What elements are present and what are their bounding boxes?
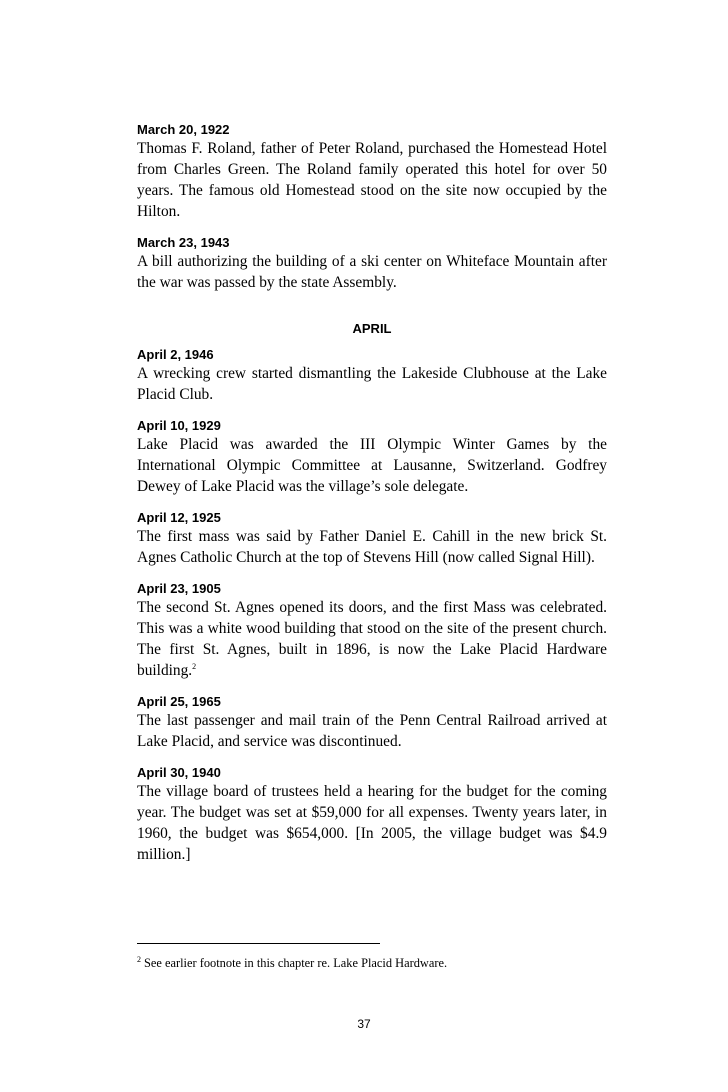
page-number: 37 [357, 1017, 371, 1031]
footnote-number: 2 [137, 954, 141, 964]
entry-text: The village board of trustees held a hearing for the budget for the coming year. The budget was set at $59,000 for all expenses. Twenty years later, in 1960, the budget was $654,000. [In 2005, the village budget was $4.9 million.] [137, 783, 607, 863]
entry-text: The second St. Agnes opened its doors, and the first Mass was celebrated. This was a white wood building that stood on the site of the present church. The first St. Agnes, built in 1896, is now the Lake Placid Hardware building. [137, 599, 607, 679]
entry-text: A bill authorizing the building of a ski center on Whiteface Mountain after the war was passed by the state Assembly. [137, 253, 607, 291]
entry-date: April 23, 1905 [137, 581, 221, 596]
entry-april-23-1905 [137, 581, 607, 681]
entry-text: The first mass was said by Father Daniel E. Cahill in the new brick St. Agnes Catholic Church at the top of Stevens Hill (now called Signal Hill). [137, 528, 607, 566]
entry-date: April 10, 1929 [137, 418, 221, 433]
footnote [137, 955, 447, 971]
page-body [137, 122, 607, 865]
footnote-reference: 2 [192, 661, 197, 671]
footnote-divider [137, 943, 380, 944]
month-heading: APRIL [352, 321, 392, 336]
entry-text: The last passenger and mail train of the Penn Central Railroad arrived at Lake Placid, and service was discontinued. [137, 712, 607, 750]
entry-date: April 25, 1965 [137, 694, 221, 709]
entry-text-with-footnote [137, 597, 607, 681]
entry-date: April 30, 1940 [137, 765, 221, 780]
entry-march-23-1943 [137, 235, 607, 293]
entry-april-10-1929 [137, 418, 607, 497]
entry-march-20-1922 [137, 122, 607, 222]
entry-text: Lake Placid was awarded the III Olympic Winter Games by the International Olympic Committee at Lausanne, Switzerland. Godfrey Dewey of Lake Placid was the village’s sole delegate. [137, 436, 607, 495]
entry-date: March 20, 1922 [137, 122, 230, 137]
entry-date: March 23, 1943 [137, 235, 230, 250]
entry-date: April 2, 1946 [137, 347, 214, 362]
entry-april-2-1946 [137, 347, 607, 405]
entry-date: April 12, 1925 [137, 510, 221, 525]
entry-april-25-1965 [137, 694, 607, 752]
footnote-text: See earlier footnote in this chapter re. Lake Placid Hardware. [144, 956, 448, 970]
entry-text: A wrecking crew started dismantling the Lakeside Clubhouse at the Lake Placid Club. [137, 365, 607, 403]
entry-text: Thomas F. Roland, father of Peter Roland, purchased the Homestead Hotel from Charles Green. The Roland family operated this hotel for over 50 years. The famous old Homestead stood on the site now occupied by the Hilton. [137, 140, 607, 220]
entry-april-30-1940 [137, 765, 607, 865]
entry-april-12-1925 [137, 510, 607, 568]
